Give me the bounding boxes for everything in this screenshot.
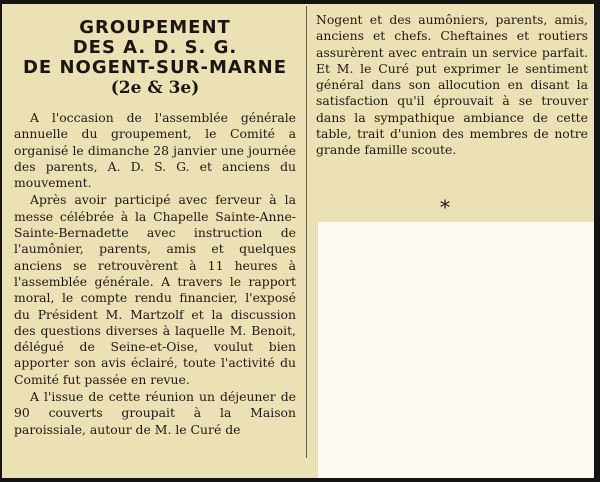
paragraph-3-continued: Nogent et des aumôniers, parents, amis, anciens et chefs. Cheftaines et routiers assurèrent avec entrain un service parfait. Et M. le Curé put exprimer le sentiment général dans son allocution en disant la satisfaction qu'il éprouvait à se trouver dans la sympathique ambiance de cette table, trait d'union des membres de notre grande famille scoute.	[316, 12, 588, 158]
title-line-3: DE NOGENT-SUR-MARNE	[22, 57, 288, 78]
title-line-1: GROUPEMENT	[79, 17, 231, 38]
left-column	[14, 18, 296, 438]
blank-area	[318, 222, 594, 478]
article-title	[14, 18, 296, 98]
paragraph-3: A l'issue de cette réunion un déjeuner de 90 couverts groupait à la Maison paroissiale, autour de M. le Curé de	[14, 389, 296, 437]
section-separator-star: *	[440, 195, 450, 219]
column-divider	[306, 6, 307, 458]
paragraph-2: Après avoir participé avec ferveur à la messe célébrée à la Chapelle Sainte-Anne-Sainte-Bernadette avec instruction de l'aumônier, parents, amis et quelques anciens se retrouvèrent à 11 heures à l'assemblée générale. A travers le rapport moral, le compte rendu financier, l'exposé du Président M. Martzolf et la discussion des questions diverses à laquelle M. Benoit, délégué de Seine-et-Oise, voulut bien apporter son avis éclairé, toute l'activité du Comité fut passée en revue.	[14, 192, 296, 387]
right-column	[316, 12, 588, 159]
paragraph-1: A l'occasion de l'assemblée générale annuelle du groupement, le Comité a organisé le dimanche 28 janvier une journée des parents, A. D. S. G. et anciens du mouvement.	[14, 110, 296, 191]
title-line-2: DES A. D. S. G.	[72, 37, 238, 58]
title-line-4: (2e & 3e)	[110, 78, 200, 98]
